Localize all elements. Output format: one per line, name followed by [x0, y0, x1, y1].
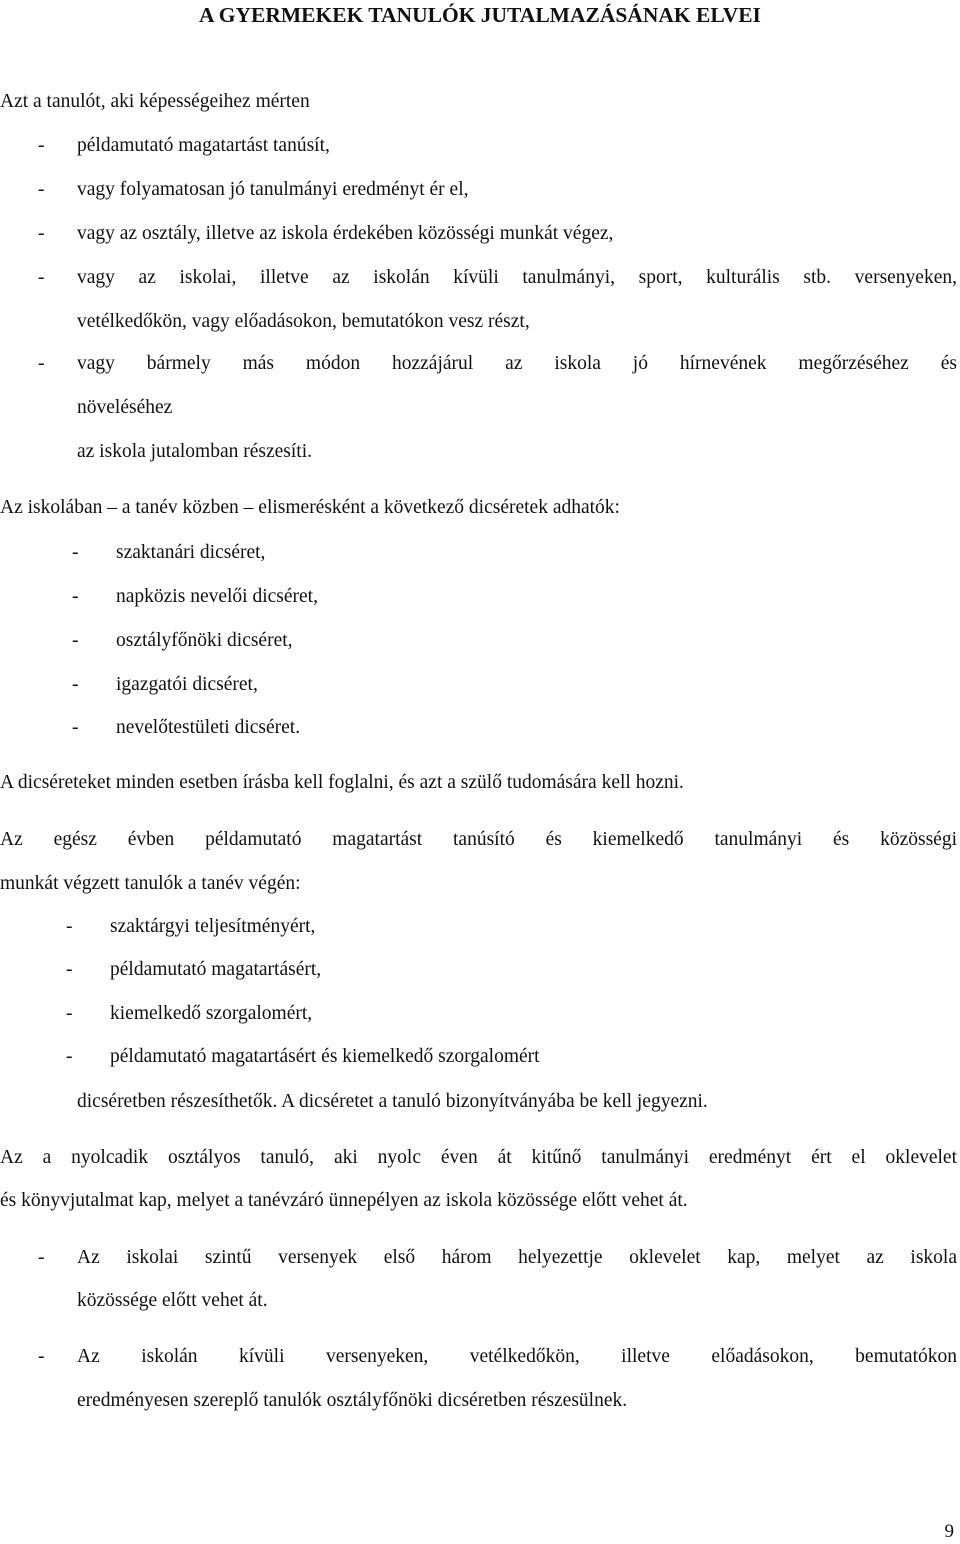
list-item: osztályfőnöki dicséret, — [116, 630, 293, 651]
section3-intro-continuation: munkát végzett tanulók a tanév végén: — [0, 873, 301, 894]
list-item: szaktárgyi teljesítményért, — [110, 916, 316, 937]
page-title: A GYERMEKEK TANULÓK JUTALMAZÁSÁNAK ELVEI — [199, 3, 761, 27]
list-dash: - — [38, 223, 45, 244]
page-number: 9 — [944, 1521, 954, 1542]
section2-intro: Az iskolában – a tanév közben – elismerésként a következő dicséretek adhatók: — [0, 497, 620, 518]
section3-closing: dicséretben részesíthetők. A dicséretet a tanuló bizonyítványába be kell jegyezni. — [77, 1091, 708, 1112]
list-item-continuation: eredményesen szereplő tanulók osztályfőnöki dicséretben részesülnek. — [77, 1390, 628, 1411]
list-item-continuation: növeléséhez — [77, 397, 173, 418]
list-item: szaktanári dicséret, — [116, 542, 266, 563]
list-item: példamutató magatartást tanúsít, — [77, 135, 330, 156]
list-dash: - — [66, 916, 73, 937]
list-dash: - — [38, 179, 45, 200]
list-dash: - — [38, 353, 45, 374]
list-item: Az iskolán kívüli versenyeken, vetélkedőkön, illetve előadásokon, bemutatókon — [77, 1346, 957, 1367]
list-dash: - — [38, 1346, 45, 1367]
list-item-continuation: közössége előtt vehet át. — [77, 1290, 268, 1311]
list-item-continuation: vetélkedőkön, vagy előadásokon, bemutatókon vesz részt, — [77, 311, 530, 332]
section4-paragraph: Az a nyolcadik osztályos tanuló, aki nyolc éven át kitűnő tanulmányi eredményt ért el oklevelet — [0, 1147, 957, 1168]
section4-paragraph-continuation: és könyvjutalmat kap, melyet a tanévzáró ünnepélyen az iskola közössége előtt vehet át. — [0, 1190, 688, 1211]
list-dash: - — [66, 1003, 73, 1024]
list-dash: - — [72, 586, 79, 607]
list-item: vagy az osztály, illetve az iskola érdekében közösségi munkát végez, — [77, 223, 614, 244]
section3-intro: Az egész évben példamutató magatartást tanúsító és kiemelkedő tanulmányi és közösségi — [0, 829, 957, 850]
list-item: példamutató magatartásért, — [110, 959, 322, 980]
section1-conclusion: az iskola jutalomban részesíti. — [77, 441, 313, 462]
list-dash: - — [72, 674, 79, 695]
list-dash: - — [66, 959, 73, 980]
list-item: vagy folyamatosan jó tanulmányi eredményt ér el, — [77, 179, 469, 200]
list-dash: - — [38, 135, 45, 156]
list-dash: - — [72, 630, 79, 651]
list-dash: - — [72, 717, 79, 738]
list-item: igazgatói dicséret, — [116, 674, 258, 695]
list-item: példamutató magatartásért és kiemelkedő szorgalomért — [110, 1046, 540, 1067]
list-dash: - — [38, 1247, 45, 1268]
list-item: nevelőtestületi dicséret. — [116, 717, 301, 738]
list-dash: - — [38, 267, 45, 288]
section2-note: A dicséreteket minden esetben írásba kell foglalni, és azt a szülő tudomására kell hozni. — [0, 772, 684, 793]
list-item: vagy bármely más módon hozzájárul az iskola jó hírnevének megőrzéséhez és — [77, 353, 957, 374]
list-item: vagy az iskolai, illetve az iskolán kívüli tanulmányi, sport, kulturális stb. versenyeken, — [77, 267, 957, 288]
list-dash: - — [72, 542, 79, 563]
list-dash: - — [66, 1046, 73, 1067]
list-item: napközis nevelői dicséret, — [116, 586, 318, 607]
list-item: Az iskolai szintű versenyek első három helyezettje oklevelet kap, melyet az iskola — [77, 1247, 957, 1268]
list-item: kiemelkedő szorgalomért, — [110, 1003, 313, 1024]
section1-intro: Azt a tanulót, aki képességeihez mérten — [0, 91, 310, 112]
